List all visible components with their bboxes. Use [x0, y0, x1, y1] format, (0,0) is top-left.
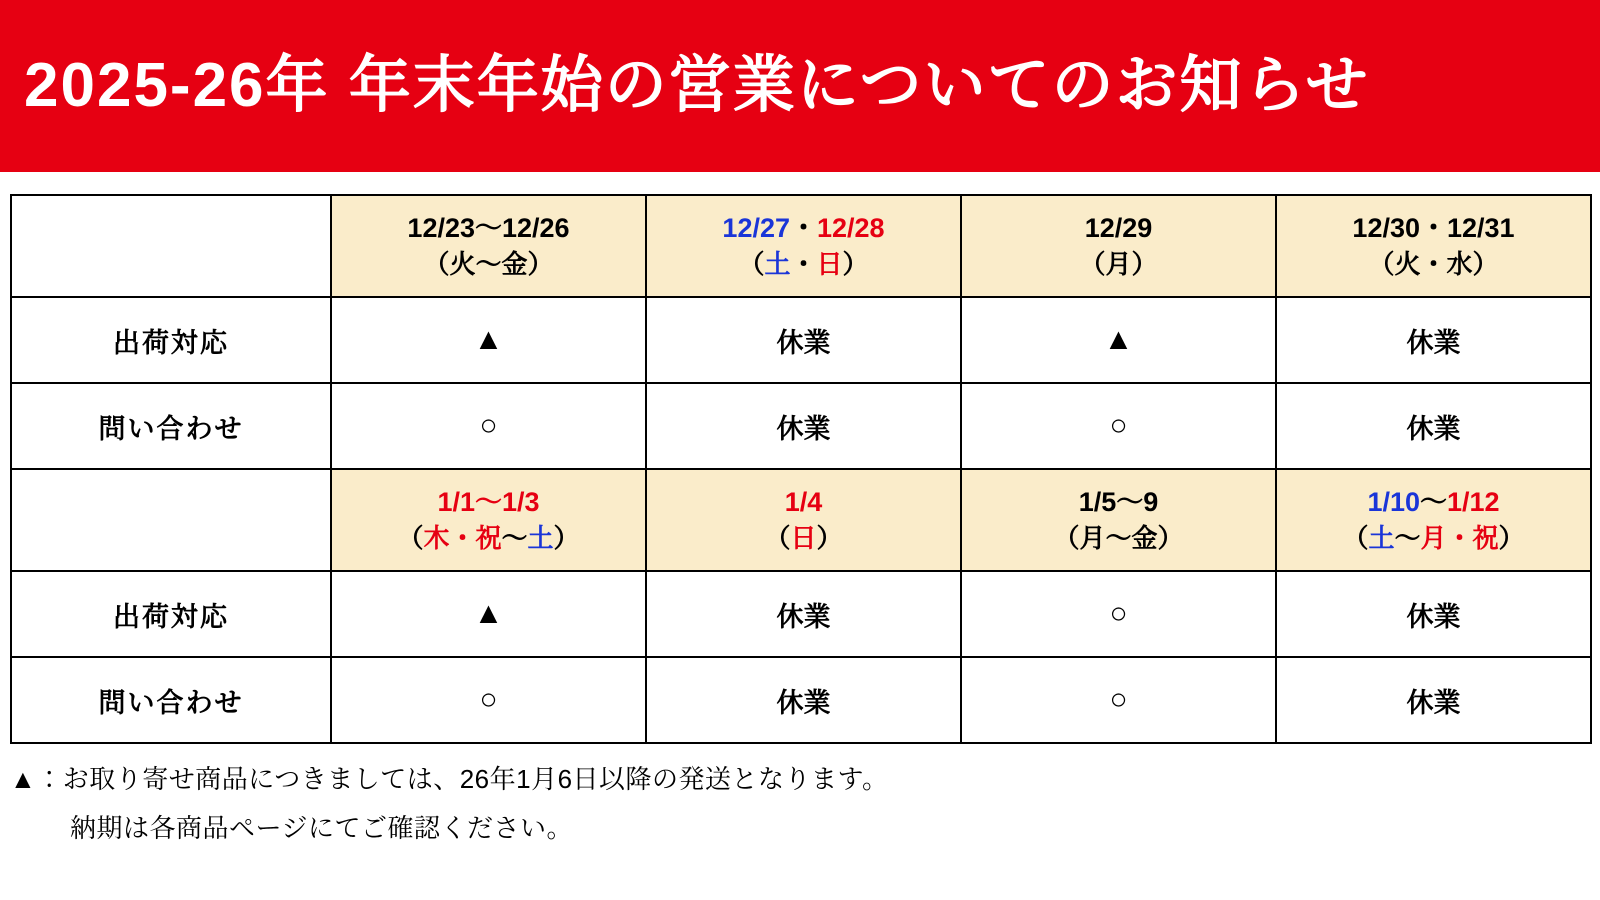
date-sub-1-2: （土・日）: [738, 248, 869, 279]
date-main-1-3: 12/29: [1084, 213, 1153, 244]
page-title: 2025-26年 年末年始の営業についてのお知らせ: [24, 51, 1370, 121]
date-main-2-2: 1/4: [784, 487, 823, 518]
closed-label: 休業: [776, 327, 831, 358]
inquiry-status-1-2: [646, 383, 961, 469]
date-cell-2-1: [331, 469, 646, 571]
shipping-status-2-4: [1276, 571, 1591, 657]
row-label-shipping-2: 出荷対応: [11, 571, 331, 657]
triangle-icon: ▲: [1103, 322, 1134, 356]
triangle-icon: ▲: [473, 322, 504, 356]
date-cell-1-1: [331, 195, 646, 297]
date-sub-1-3: （月）: [1079, 248, 1158, 279]
footnote-line-1: ▲：お取り寄せ商品につきましては、26年1月6日以降の発送となります。: [10, 764, 889, 794]
closed-label: 休業: [776, 413, 831, 444]
circle-icon: ○: [1109, 408, 1128, 442]
footnote-line-2: 納期は各商品ページにてご確認ください。: [70, 813, 573, 843]
inquiry-status-2-2: [646, 657, 961, 743]
empty-corner-cell-2: [11, 469, 331, 571]
circle-icon: ○: [1109, 596, 1128, 630]
shipping-row-1: [11, 297, 1591, 383]
shipping-status-1-3: [961, 297, 1276, 383]
date-main-2-3: 1/5〜9: [1078, 487, 1159, 518]
date-sub-2-2: （日）: [764, 522, 843, 553]
date-main-1-1: 12/23〜12/26: [407, 213, 570, 244]
date-sub-2-4: （土〜月・祝）: [1342, 522, 1525, 553]
inquiry-status-2-3: [961, 657, 1276, 743]
date-cell-1-3: [961, 195, 1276, 297]
circle-icon: ○: [479, 682, 498, 716]
shipping-row-2: [11, 571, 1591, 657]
closed-label: 休業: [1406, 601, 1461, 632]
date-main-2-4: 1/10〜1/12: [1367, 487, 1500, 518]
row-label-shipping-1: 出荷対応: [11, 297, 331, 383]
date-main-1-2: 12/27・12/28: [722, 213, 885, 244]
date-cell-2-3: [961, 469, 1276, 571]
date-cell-2-2: [646, 469, 961, 571]
holiday-schedule-table: [10, 194, 1592, 744]
closed-label: 休業: [1406, 413, 1461, 444]
date-header-row-2: [11, 469, 1591, 571]
date-cell-1-2: [646, 195, 961, 297]
circle-icon: ○: [479, 408, 498, 442]
date-cell-2-4: [1276, 469, 1591, 571]
empty-corner-cell-1: [11, 195, 331, 297]
row-label-inquiry-1: 問い合わせ: [11, 383, 331, 469]
date-main-2-1: 1/1〜1/3: [437, 487, 540, 518]
date-sub-2-1: （木・祝〜土）: [397, 522, 580, 553]
circle-icon: ○: [1109, 682, 1128, 716]
inquiry-status-2-1: [331, 657, 646, 743]
shipping-status-1-1: [331, 297, 646, 383]
closed-label: 休業: [776, 601, 831, 632]
closed-label: 休業: [776, 687, 831, 718]
date-sub-1-1: （火〜金）: [423, 248, 554, 279]
inquiry-status-1-4: [1276, 383, 1591, 469]
triangle-icon: ▲: [473, 596, 504, 630]
closed-label: 休業: [1406, 327, 1461, 358]
date-cell-1-4: [1276, 195, 1591, 297]
notice-banner: [0, 0, 1600, 172]
shipping-status-2-2: [646, 571, 961, 657]
inquiry-status-2-4: [1276, 657, 1591, 743]
shipping-status-1-2: [646, 297, 961, 383]
row-label-inquiry-2: 問い合わせ: [11, 657, 331, 743]
footnotes: [0, 744, 1600, 848]
schedule-table-container: [0, 172, 1600, 744]
date-main-1-4: 12/30・12/31: [1352, 213, 1515, 244]
shipping-status-1-4: [1276, 297, 1591, 383]
shipping-status-2-3: [961, 571, 1276, 657]
inquiry-status-1-3: [961, 383, 1276, 469]
inquiry-row-2: [11, 657, 1591, 743]
date-sub-1-4: （火・水）: [1368, 248, 1499, 279]
closed-label: 休業: [1406, 687, 1461, 718]
date-header-row-1: [11, 195, 1591, 297]
inquiry-row-1: [11, 383, 1591, 469]
date-sub-2-3: （月〜金）: [1053, 522, 1184, 553]
inquiry-status-1-1: [331, 383, 646, 469]
shipping-status-2-1: [331, 571, 646, 657]
